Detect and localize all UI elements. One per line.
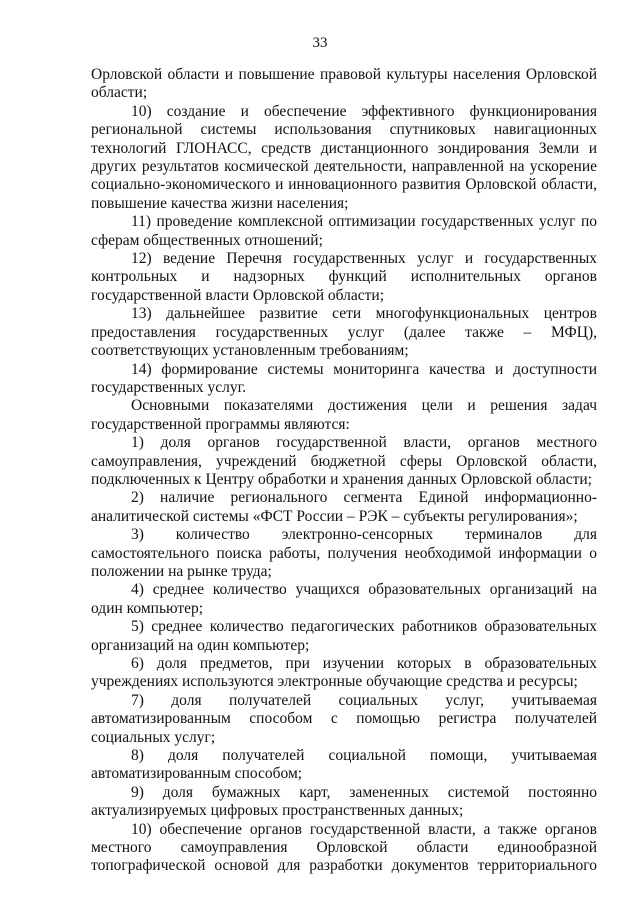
paragraph: 4) среднее количество учащихся образовательных организаций на один компьютер; [91, 581, 597, 617]
document-body [91, 66, 597, 876]
paragraph: 10) создание и обеспечение эффективного функционирования региональной системы использования спутниковых навигационных технологий ГЛОНАСС, средств дистанционного зондирования Земли и других результатов космической деятельности, направленной на ускорение социально-экономического и инновационного развития Орловской области, повышение качества жизни населения; [91, 102, 597, 212]
paragraph: 6) доля предметов, при изучении которых в образовательных учреждениях используются электронные обучающие средства и ресурсы; [91, 655, 597, 691]
paragraph: 8) доля получателей социальной помощи, учитываемая автоматизированным способом; [91, 747, 597, 783]
paragraph: 1) доля органов государственной власти, органов местного самоуправления, учреждений бюджетной сферы Орловской области, подключенных к Центру обработки и хранения данных Орловской области; [91, 434, 597, 488]
paragraph: 11) проведение комплексной оптимизации государственных услуг по сферам общественных отношений; [91, 213, 597, 249]
paragraph: 7) доля получателей социальных услуг, учитываемая автоматизированным способом с помощью регистра получателей социальных услуг; [91, 691, 597, 746]
paragraph: 13) дальнейшее развитие сети многофункциональных центров предоставления государственных услуг (далее также – МФЦ), соответствующих установленным требованиям; [91, 305, 597, 360]
paragraph: 12) ведение Перечня государственных услуг и государственных контрольных и надзорных функций исполнительных органов государственной власти Орловской области; [91, 250, 597, 304]
paragraph: 10) обеспечение органов государственной власти, а также органов местного самоуправления Орловской области единообразной топографической основой для разработки документов территориального [91, 820, 597, 875]
page-number: 33 [312, 35, 328, 51]
paragraph: 2) наличие регионального сегмента Единой информационно-аналитической системы «ФСТ России – РЭК – субъекты регулирования»; [91, 489, 597, 525]
paragraph: 5) среднее количество педагогических работников образовательных организаций на один компьютер; [91, 618, 597, 654]
paragraph: Орловской области и повышение правовой культуры населения Орловской области; [91, 66, 597, 102]
paragraph: 14) формирование системы мониторинга качества и доступности государственных услуг. [91, 360, 597, 396]
paragraph: 3) количество электронно-сенсорных терминалов для самостоятельного поиска работы, получения необходимой информации о положении на рынке труда; [91, 526, 597, 580]
paragraph: Основными показателями достижения цели и решения задач государственной программы являются: [91, 397, 597, 433]
paragraph: 9) доля бумажных карт, замененных системой постоянно актуализируемых цифровых пространственных данных; [91, 783, 597, 820]
